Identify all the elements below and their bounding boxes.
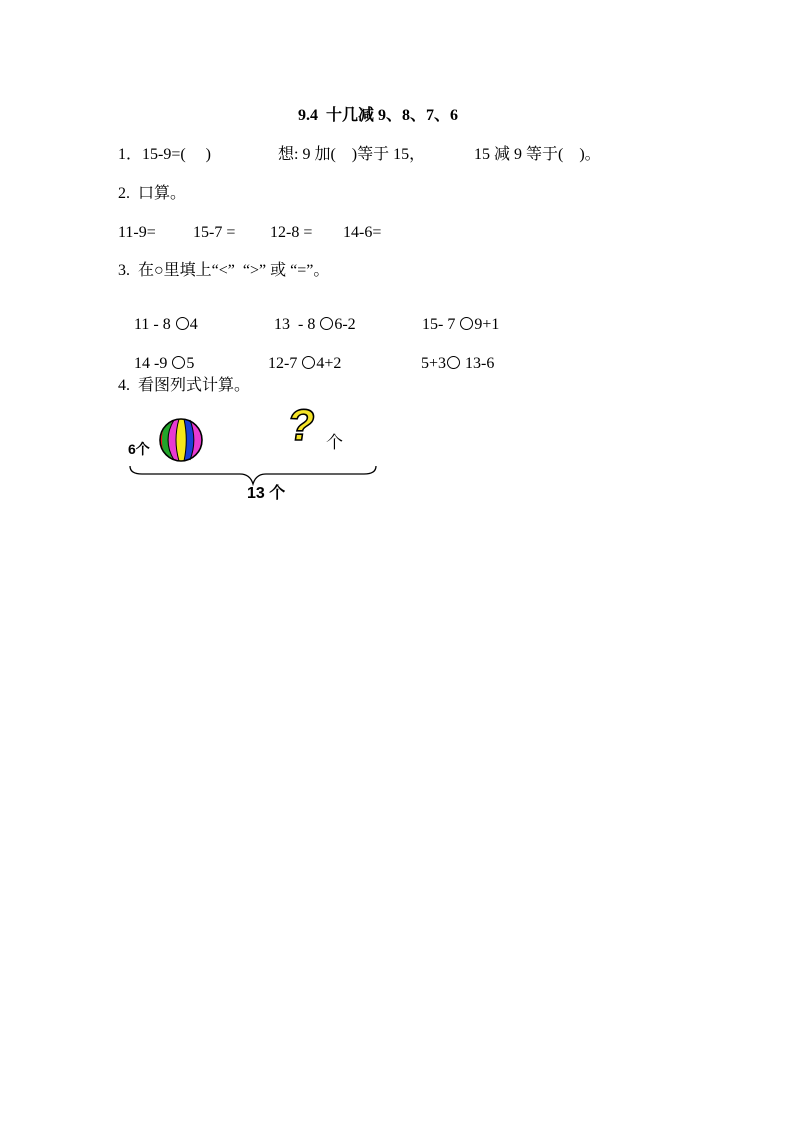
q3-right: 5 (186, 355, 195, 372)
ball-icon (158, 417, 204, 463)
answer-circle[interactable] (172, 356, 185, 369)
q1-think: 想: 9 加( )等于 15， (278, 146, 426, 163)
q3-left: 15- 7 (422, 316, 460, 333)
q3-right: 4+2 (316, 355, 342, 372)
q4-heading: 4. 看图列式计算。 (118, 377, 251, 394)
q3-right: 13-6 (461, 355, 495, 372)
q3-compare-item (405, 340, 494, 388)
q3-left: 5+3 (421, 355, 447, 372)
q3-left: 12-7 (268, 355, 302, 372)
q3-right: 9+1 (474, 316, 500, 333)
q3-heading: 3. 在○里填上“<” “>” 或 “=”。 (118, 262, 330, 279)
q2-item: 11-9= (118, 224, 156, 241)
q3-compare-item (252, 340, 341, 388)
q2-heading: 2. 口算。 (118, 185, 187, 202)
q2-item: 15-7 = (193, 224, 236, 241)
left-count-label: 6个 (128, 441, 150, 457)
q3-left: 14 -9 (134, 355, 172, 372)
q1-result: 15 减 9 等于( )。 (474, 146, 601, 163)
q3-left: 11 - 8 (134, 316, 175, 333)
page-title: 9.4 十几减 9、8、7、6 (298, 107, 459, 124)
question-mark-icon: ? (284, 401, 319, 450)
q1-equation: 1．15-9=( ) (118, 146, 212, 163)
q2-item: 12-8 = (270, 224, 313, 241)
answer-circle[interactable] (176, 317, 189, 330)
answer-circle[interactable] (447, 356, 460, 369)
q3-right: 4 (189, 316, 198, 333)
q3-right: 6-2 (334, 316, 356, 333)
total-count-label: 13 个 (247, 485, 286, 502)
q2-item: 14-6= (343, 224, 382, 241)
unknown-unit-label: 个 (326, 433, 343, 452)
q3-left: 13 - 8 (274, 316, 320, 333)
answer-circle[interactable] (302, 356, 315, 369)
answer-circle[interactable] (460, 317, 473, 330)
answer-circle[interactable] (320, 317, 333, 330)
